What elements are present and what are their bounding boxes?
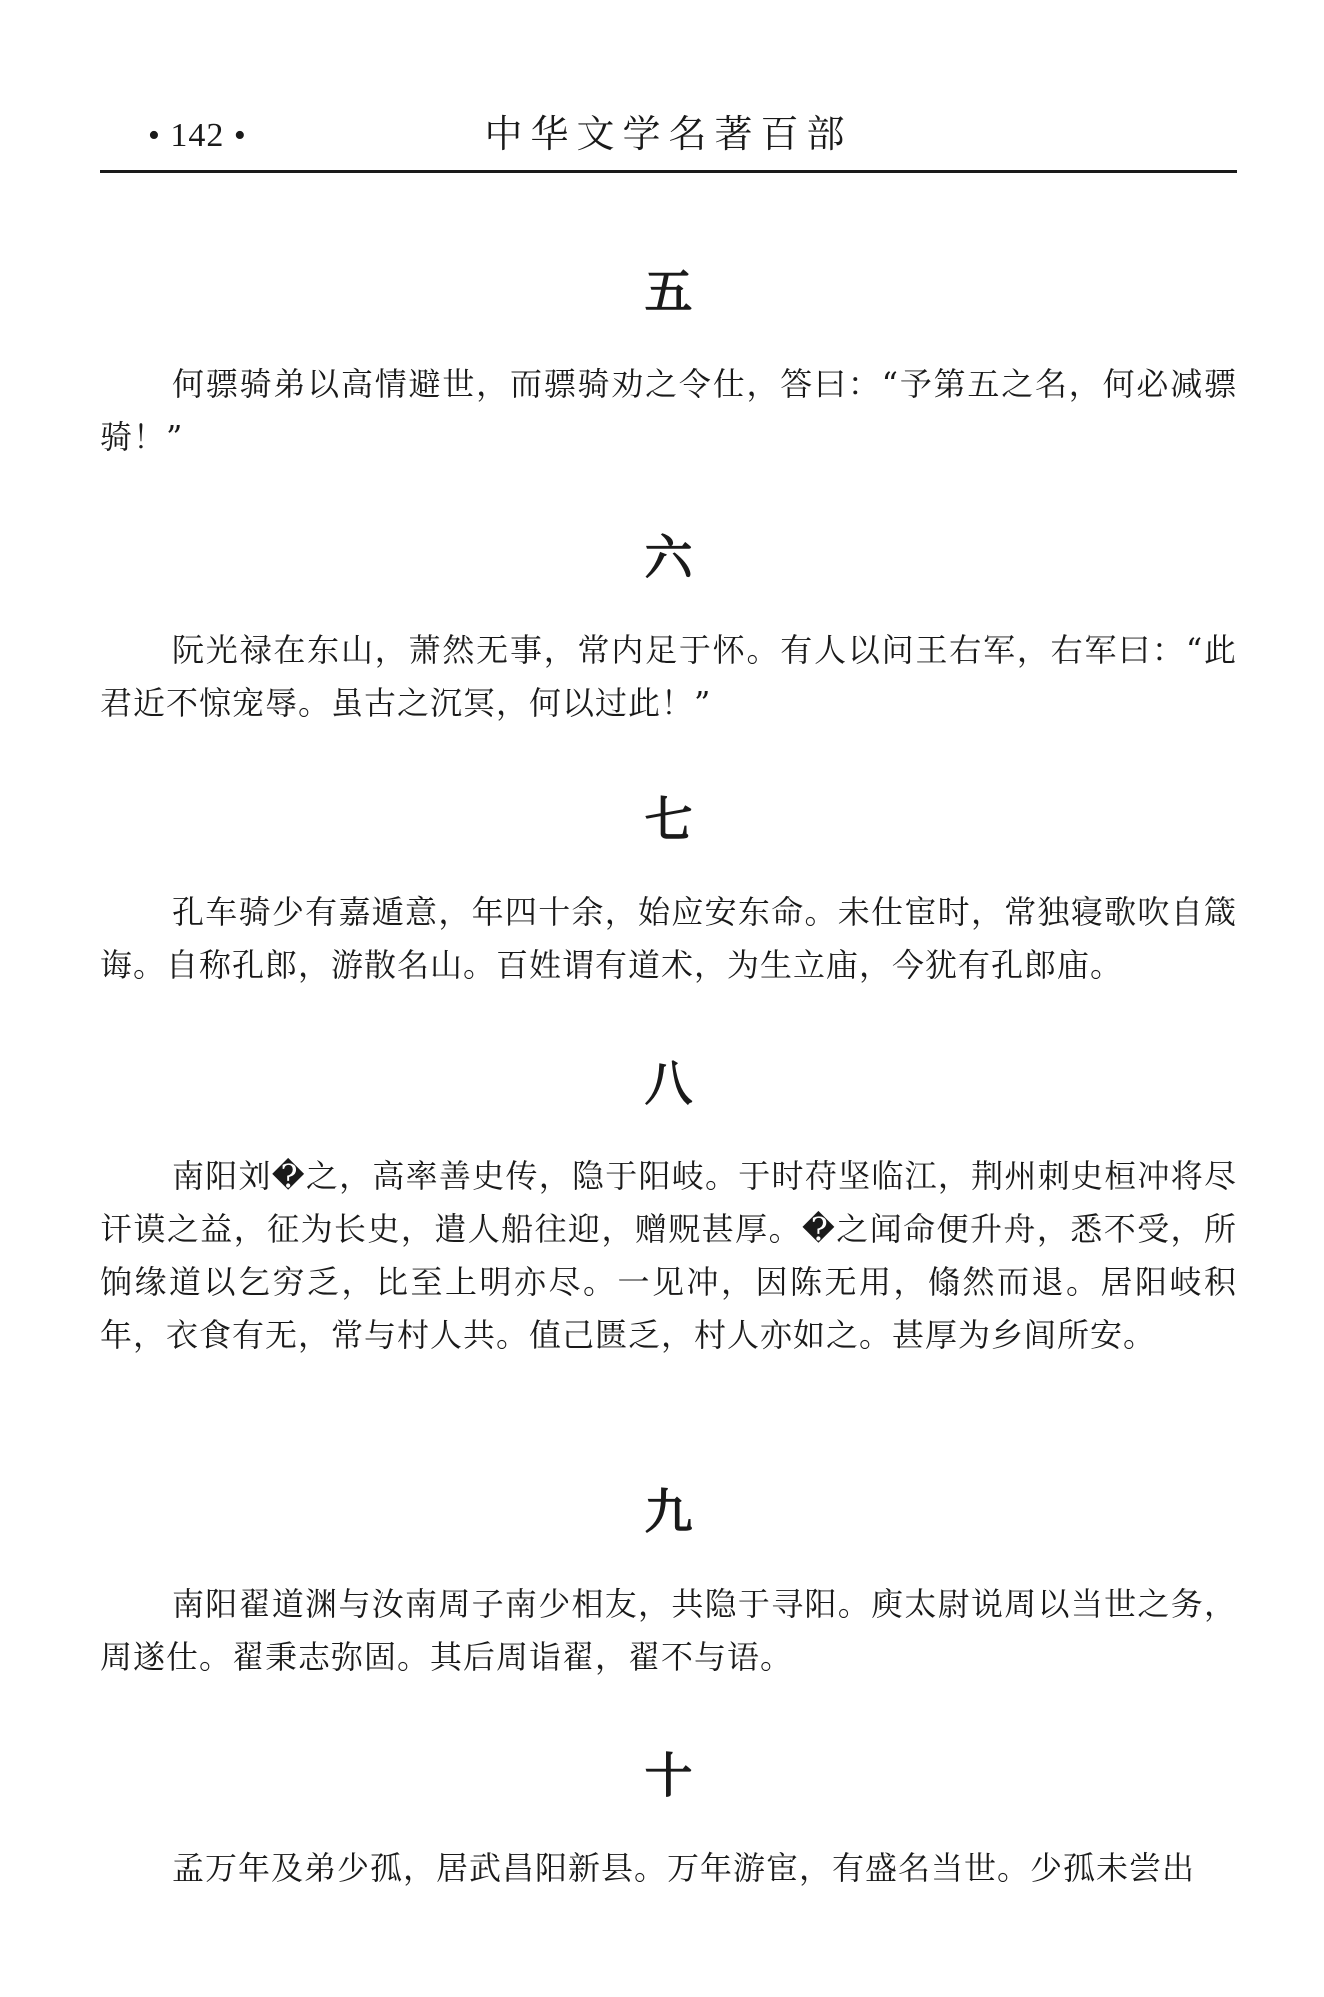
- section-paragraph: 何骠骑弟以高情避世，而骠骑劝之令仕，答曰：“予第五之名，何必减骠骑！”: [100, 365, 1237, 456]
- section-9: [100, 1482, 1237, 1684]
- section-number: 八: [644, 1056, 693, 1112]
- section-number: 九: [644, 1484, 693, 1540]
- section-number: 十: [644, 1748, 693, 1804]
- page-number: • 142 •: [148, 117, 247, 154]
- section-10: [100, 1746, 1237, 1895]
- section-6: [100, 528, 1237, 730]
- section-number: 五: [644, 264, 693, 320]
- section-paragraph: 南阳刘�之，高率善史传，隐于阳岐。于时苻坚临江，荆州刺史桓冲将尽讦谟之益，征为长史，遣人船往迎，赠贶甚厚。�之闻命便升舟，悉不受，所饷缘道以乞穷乏，比至上明亦尽。一见冲，因陈无用，翛然而退。居阳岐积年，衣食有无，常与村人共。值己匮乏，村人亦如之。甚厚为乡闾所安。: [100, 1157, 1237, 1354]
- section-7: [100, 790, 1237, 992]
- page-header: [100, 100, 1237, 173]
- section-8: [100, 1054, 1237, 1362]
- section-paragraph: 南阳翟道渊与汝南周子南少相友，共隐于寻阳。庾太尉说周以当世之务，周遂仕。翟秉志弥固。其后周诣翟，翟不与语。: [100, 1585, 1237, 1676]
- section-number: 七: [644, 792, 693, 848]
- section-number: 六: [644, 530, 693, 586]
- book-title: 中华文学名著百部: [484, 112, 853, 156]
- section-paragraph: 孔车骑少有嘉遁意，年四十余，始应安东命。未仕宦时，常独寝歌吹自箴诲。自称孔郎，游散名山。百姓谓有道术，为生立庙，今犹有孔郎庙。: [100, 893, 1237, 984]
- section-5: [100, 262, 1237, 464]
- section-paragraph: 阮光禄在东山，萧然无事，常内足于怀。有人以问王右军，右军曰：“此君近不惊宠辱。虽古之沉冥，何以过此！”: [100, 631, 1237, 722]
- section-paragraph: 孟万年及弟少孤，居武昌阳新县。万年游宦，有盛名当世。少孤未尝出: [172, 1849, 1196, 1887]
